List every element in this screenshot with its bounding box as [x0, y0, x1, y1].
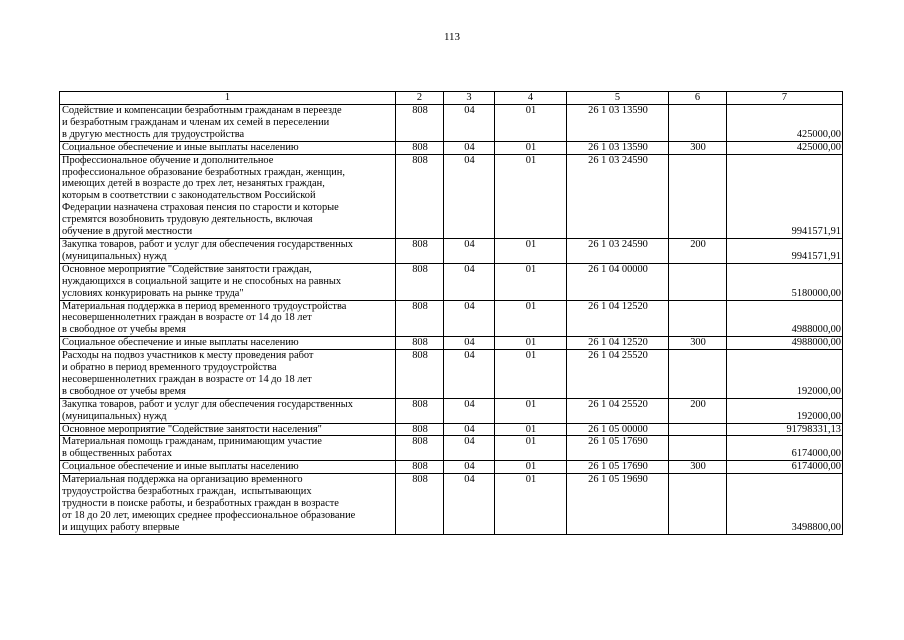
row-code-subsection: 01 — [495, 105, 567, 142]
row-description: Материальная поддержка на организацию временного трудоустройства безработных граждан, испытывающих трудности в поиске работы, и безработных граждан в возрасте от 18 до 20 лет, имеющих среднее профессиональное образование и ищущих работу впервые — [60, 474, 396, 535]
row-code-subsection: 01 — [495, 474, 567, 535]
row-code-target-article: 26 1 04 00000 — [567, 263, 669, 300]
row-code-target-article: 26 1 04 12520 — [567, 337, 669, 350]
row-code-expense-type — [669, 154, 727, 238]
row-amount: 4988000,00 — [727, 300, 843, 337]
column-header: 7 — [727, 92, 843, 105]
column-header: 2 — [396, 92, 444, 105]
row-code-subsection: 01 — [495, 398, 567, 423]
row-code-expense-type — [669, 474, 727, 535]
row-code-target-article: 26 1 03 13590 — [567, 141, 669, 154]
column-header: 5 — [567, 92, 669, 105]
row-code-expense-type — [669, 300, 727, 337]
row-code-section: 04 — [444, 263, 495, 300]
row-description: Закупка товаров, работ и услуг для обеспечения государственных (муниципальных) нужд — [60, 238, 396, 263]
page-number: 113 — [443, 31, 461, 43]
table-row — [60, 238, 843, 263]
row-code-subsection: 01 — [495, 350, 567, 399]
row-code-section: 04 — [444, 105, 495, 142]
row-code-section: 04 — [444, 238, 495, 263]
row-code-expense-type — [669, 423, 727, 436]
row-code-expense-type: 200 — [669, 238, 727, 263]
row-amount: 5180000,00 — [727, 263, 843, 300]
row-code-section: 04 — [444, 141, 495, 154]
table-row — [60, 337, 843, 350]
table-body — [60, 92, 843, 535]
row-code-subsection: 01 — [495, 423, 567, 436]
row-amount: 192000,00 — [727, 398, 843, 423]
row-code-target-article: 26 1 05 17690 — [567, 461, 669, 474]
row-code-ministry: 808 — [396, 350, 444, 399]
row-code-subsection: 01 — [495, 238, 567, 263]
row-code-expense-type: 300 — [669, 461, 727, 474]
row-code-target-article: 26 1 04 12520 — [567, 300, 669, 337]
row-code-target-article: 26 1 04 25520 — [567, 350, 669, 399]
row-code-section: 04 — [444, 337, 495, 350]
row-description: Социальное обеспечение и иные выплаты населению — [60, 461, 396, 474]
row-description: Содействие и компенсации безработным гражданам в переезде и безработным гражданам и членам их семей в переселении в другую местность для трудоустройства — [60, 105, 396, 142]
row-description: Социальное обеспечение и иные выплаты населению — [60, 141, 396, 154]
row-code-ministry: 808 — [396, 238, 444, 263]
table-row — [60, 398, 843, 423]
row-code-section: 04 — [444, 461, 495, 474]
row-amount: 192000,00 — [727, 350, 843, 399]
table-row — [60, 423, 843, 436]
row-code-section: 04 — [444, 300, 495, 337]
row-code-ministry: 808 — [396, 474, 444, 535]
row-code-ministry: 808 — [396, 263, 444, 300]
row-code-subsection: 01 — [495, 337, 567, 350]
column-header: 6 — [669, 92, 727, 105]
budget-table — [59, 91, 843, 535]
table-row — [60, 436, 843, 461]
row-code-section: 04 — [444, 436, 495, 461]
row-code-ministry: 808 — [396, 398, 444, 423]
row-code-section: 04 — [444, 423, 495, 436]
row-code-ministry: 808 — [396, 337, 444, 350]
row-amount: 6174000,00 — [727, 436, 843, 461]
row-code-subsection: 01 — [495, 461, 567, 474]
table-row — [60, 300, 843, 337]
row-code-section: 04 — [444, 474, 495, 535]
column-header: 4 — [495, 92, 567, 105]
row-amount: 3498800,00 — [727, 474, 843, 535]
table-row — [60, 141, 843, 154]
row-code-ministry: 808 — [396, 141, 444, 154]
row-code-section: 04 — [444, 398, 495, 423]
row-amount: 9941571,91 — [727, 238, 843, 263]
column-header: 3 — [444, 92, 495, 105]
row-code-ministry: 808 — [396, 461, 444, 474]
table-header-row — [60, 92, 843, 105]
row-code-ministry: 808 — [396, 105, 444, 142]
row-code-ministry: 808 — [396, 300, 444, 337]
row-code-expense-type — [669, 105, 727, 142]
table-row — [60, 154, 843, 238]
column-header: 1 — [60, 92, 396, 105]
row-code-expense-type: 200 — [669, 398, 727, 423]
row-code-expense-type — [669, 350, 727, 399]
row-code-target-article: 26 1 05 00000 — [567, 423, 669, 436]
row-description: Профессиональное обучение и дополнительное профессиональное образование безработных граждан, женщин, имеющих детей в возрасте до трех лет, незанятых граждан, которым в соответствии с законодательством Российской Федерации назначена страховая пенсия по старости и которые стремятся возобновить трудовую деятельность, включая обучение в другой местности — [60, 154, 396, 238]
row-code-target-article: 26 1 03 13590 — [567, 105, 669, 142]
row-code-target-article: 26 1 04 25520 — [567, 398, 669, 423]
row-amount: 6174000,00 — [727, 461, 843, 474]
row-description: Социальное обеспечение и иные выплаты населению — [60, 337, 396, 350]
row-code-target-article: 26 1 03 24590 — [567, 154, 669, 238]
table-row — [60, 350, 843, 399]
row-code-section: 04 — [444, 350, 495, 399]
row-code-subsection: 01 — [495, 141, 567, 154]
table-row — [60, 105, 843, 142]
row-code-expense-type — [669, 263, 727, 300]
row-amount: 425000,00 — [727, 141, 843, 154]
table-row — [60, 263, 843, 300]
row-description: Основное мероприятие "Содействие занятости граждан, нуждающихся в социальной защите и не способных на равных условиях конкурировать на рынке труда" — [60, 263, 396, 300]
row-code-ministry: 808 — [396, 154, 444, 238]
row-code-subsection: 01 — [495, 154, 567, 238]
row-amount: 91798331,13 — [727, 423, 843, 436]
row-code-subsection: 01 — [495, 436, 567, 461]
table-row — [60, 474, 843, 535]
row-code-target-article: 26 1 05 19690 — [567, 474, 669, 535]
row-code-expense-type: 300 — [669, 337, 727, 350]
row-description: Материальная помощь гражданам, принимающим участие в общественных работах — [60, 436, 396, 461]
row-code-target-article: 26 1 05 17690 — [567, 436, 669, 461]
row-amount: 4988000,00 — [727, 337, 843, 350]
row-code-expense-type — [669, 436, 727, 461]
row-code-subsection: 01 — [495, 300, 567, 337]
row-description: Основное мероприятие "Содействие занятости населения" — [60, 423, 396, 436]
row-code-target-article: 26 1 03 24590 — [567, 238, 669, 263]
table-row — [60, 461, 843, 474]
row-amount: 9941571,91 — [727, 154, 843, 238]
row-code-section: 04 — [444, 154, 495, 238]
row-amount: 425000,00 — [727, 105, 843, 142]
row-description: Расходы на подвоз участников к месту проведения работ и обратно в период временного трудоустройства несовершеннолетних граждан в возрасте от 14 до 18 лет в свободное от учебы время — [60, 350, 396, 399]
row-code-ministry: 808 — [396, 423, 444, 436]
row-code-subsection: 01 — [495, 263, 567, 300]
row-code-ministry: 808 — [396, 436, 444, 461]
row-description: Закупка товаров, работ и услуг для обеспечения государственных (муниципальных) нужд — [60, 398, 396, 423]
row-description: Материальная поддержка в период временного трудоустройства несовершеннолетних граждан в возрасте от 14 до 18 лет в свободное от учебы время — [60, 300, 396, 337]
row-code-expense-type: 300 — [669, 141, 727, 154]
